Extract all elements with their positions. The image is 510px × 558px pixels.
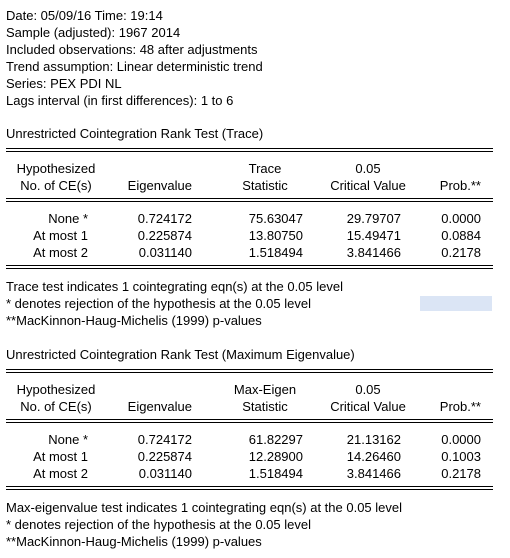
maxeig-row-2-statistic: 12.28900 xyxy=(248,449,303,464)
maxeig-row-3-statistic: 1.518494 xyxy=(248,466,303,481)
maxeig-row-2-hyp: At most 1 xyxy=(33,449,88,464)
trace-rule-bottom-1 xyxy=(6,265,493,266)
maxeig-col-critical-value: Critical Value xyxy=(330,399,406,414)
maxeig-col-hypothesized: Hypothesized xyxy=(16,382,96,397)
trace-row-2-eigenvalue: 0.225874 xyxy=(137,228,192,243)
trace-col-no-of-ce: No. of CE(s) xyxy=(20,178,92,193)
maxeig-row-1-prob: 0.0000 xyxy=(441,432,481,447)
maxeig-row-2-eigenvalue: 0.225874 xyxy=(137,449,192,464)
maxeig-row-3-critical: 3.841466 xyxy=(346,466,401,481)
maxeig-col-statistic: Statistic xyxy=(242,399,288,414)
maxeig-row-2-critical: 14.26460 xyxy=(346,449,401,464)
maxeig-rule-bottom-2 xyxy=(6,489,493,490)
maxeig-rule-top-2 xyxy=(6,372,493,373)
maxeig-col-max-eigen: Max-Eigen xyxy=(233,382,297,397)
trace-row-1-critical: 29.79707 xyxy=(346,211,401,226)
maxeig-note-pvalues: **MacKinnon-Haug-Michelis (1999) p-values xyxy=(6,534,262,549)
maxeig-row-1-eigenvalue: 0.724172 xyxy=(137,432,192,447)
maxeig-col-level: 0.05 xyxy=(355,382,381,397)
maxeig-col-no-of-ce: No. of CE(s) xyxy=(20,399,92,414)
trace-row-1-statistic: 75.63047 xyxy=(248,211,303,226)
trace-row-3-prob: 0.2178 xyxy=(441,245,481,260)
trace-col-prob: Prob.** xyxy=(439,178,481,193)
maxeig-row-3-hyp: At most 2 xyxy=(33,466,88,481)
maxeig-row-3-prob: 0.2178 xyxy=(441,466,481,481)
trace-rule-mid-1 xyxy=(6,198,493,199)
observations-line: Included observations: 48 after adjustments xyxy=(6,42,258,57)
maxeig-note-rejection: * denotes rejection of the hypothesis at the 0.05 level xyxy=(6,517,311,532)
maxeig-table-title: Unrestricted Cointegration Rank Test (Maximum Eigenvalue) xyxy=(6,347,355,362)
series-line: Series: PEX PDI NL xyxy=(6,76,122,91)
trend-assumption-line: Trend assumption: Linear deterministic trend xyxy=(6,59,263,74)
trace-col-trace: Trace xyxy=(248,161,282,176)
trace-row-1-prob: 0.0000 xyxy=(441,211,481,226)
lags-interval-line: Lags interval (in first differences): 1 to 6 xyxy=(6,93,234,108)
trace-row-3-eigenvalue: 0.031140 xyxy=(138,245,192,260)
trace-col-level: 0.05 xyxy=(355,161,381,176)
maxeig-rule-bottom-1 xyxy=(6,486,493,487)
trace-row-2-statistic: 13.80750 xyxy=(248,228,303,243)
trace-row-1-eigenvalue: 0.724172 xyxy=(137,211,192,226)
maxeig-col-eigenvalue: Eigenvalue xyxy=(127,399,192,414)
trace-row-2-critical: 15.49471 xyxy=(346,228,401,243)
trace-row-3-critical: 3.841466 xyxy=(346,245,401,260)
trace-col-statistic: Statistic xyxy=(242,178,288,193)
trace-col-critical-value: Critical Value xyxy=(330,178,406,193)
maxeig-row-2-prob: 0.1003 xyxy=(441,449,481,464)
maxeig-row-3-eigenvalue: 0.031140 xyxy=(138,466,192,481)
maxeig-rule-mid-2 xyxy=(6,422,493,423)
trace-row-3-statistic: 1.518494 xyxy=(248,245,303,260)
trace-rule-top-1 xyxy=(6,148,493,149)
trace-row-2-hyp: At most 1 xyxy=(33,228,88,243)
maxeig-col-prob: Prob.** xyxy=(439,399,481,414)
trace-row-1-hyp: None * xyxy=(48,211,88,226)
trace-note-rejection: * denotes rejection of the hypothesis at the 0.05 level xyxy=(6,296,311,311)
maxeig-row-1-hyp: None * xyxy=(48,432,88,447)
date-time-line: Date: 05/09/16 Time: 19:14 xyxy=(6,8,163,23)
trace-rule-mid-2 xyxy=(6,201,493,202)
trace-note-pvalues: **MacKinnon-Haug-Michelis (1999) p-values xyxy=(6,313,262,328)
sample-line: Sample (adjusted): 1967 2014 xyxy=(6,25,181,40)
maxeig-note-indicates: Max-eigenvalue test indicates 1 cointegrating eqn(s) at the 0.05 level xyxy=(6,500,403,515)
trace-col-hypothesized: Hypothesized xyxy=(16,161,96,176)
maxeig-rule-top-1 xyxy=(6,369,493,370)
trace-rule-bottom-2 xyxy=(6,268,493,269)
trace-col-eigenvalue: Eigenvalue xyxy=(127,178,192,193)
maxeig-row-1-statistic: 61.82297 xyxy=(248,432,303,447)
trace-rule-top-2 xyxy=(6,151,493,152)
trace-note-indicates: Trace test indicates 1 cointegrating eqn(s) at the 0.05 level xyxy=(6,279,343,294)
maxeig-row-1-critical: 21.13162 xyxy=(346,432,401,447)
trace-row-3-hyp: At most 2 xyxy=(33,245,88,260)
trace-table-title: Unrestricted Cointegration Rank Test (Trace) xyxy=(6,126,264,141)
trace-row-2-prob: 0.0884 xyxy=(441,228,481,243)
maxeig-rule-mid-1 xyxy=(6,419,493,420)
selection-highlight xyxy=(420,296,492,311)
